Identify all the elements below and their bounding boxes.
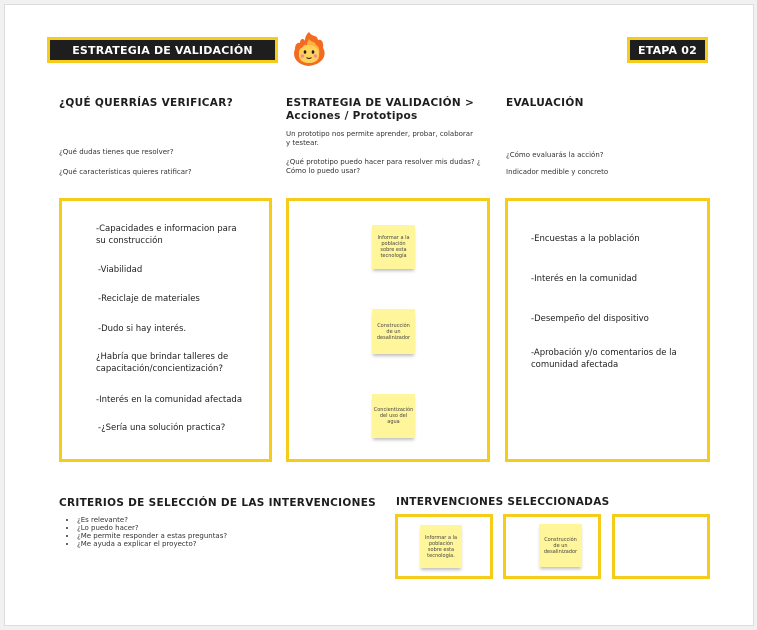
sticky-note[interactable]: Construcción de un desalinizador: [372, 309, 415, 354]
evaluation-panel[interactable]: [505, 198, 710, 462]
evaluation-item: -Interés en la comunidad: [531, 274, 638, 284]
verify-question-2: ¿Qué características quieres ratificar?: [59, 168, 192, 176]
verify-title: ¿QUÉ QUERRÍAS VERIFICAR?: [59, 97, 233, 109]
evaluation-question-1: ¿Cómo evaluarás la acción?: [506, 151, 604, 159]
criteria-item: • ¿Me ayuda a explicar el proyecto?: [77, 540, 227, 548]
strategy-title-line2: Acciones / Prototipos: [286, 110, 418, 122]
verify-item: -Interés en la comunidad afectada: [96, 395, 243, 405]
evaluation-title: EVALUACIÓN: [506, 97, 584, 109]
evaluation-item: -Encuestas a la población: [531, 234, 640, 244]
sticky-note[interactable]: Construcción de un desalinizador: [539, 524, 582, 567]
evaluation-question-2: Indicador medible y concreto: [506, 168, 609, 176]
evaluation-item: -Aprobación y/o comentarios de la comunidad afectada: [531, 348, 677, 370]
selected-slot-3[interactable]: [612, 514, 710, 579]
strategy-panel[interactable]: [286, 198, 490, 462]
verify-item: -Dudo si hay interés.: [98, 324, 187, 334]
selected-slot-2[interactable]: [503, 514, 601, 579]
board-title-text: ESTRATEGIA DE VALIDACIÓN: [72, 43, 253, 57]
selected-title: INTERVENCIONES SELECCIONADAS: [396, 496, 610, 508]
sticky-note[interactable]: Informar a la población sobre esta tecnología: [372, 225, 415, 269]
verify-item: -Capacidades e informacion para su construcción: [96, 224, 237, 246]
criteria-list: [61, 516, 227, 548]
strategy-description: Un prototipo nos permite aprender, probar, colaborar y testear.: [286, 130, 473, 147]
fire-mascot-icon: [291, 30, 327, 68]
criteria-item: • ¿Me permite responder a estas preguntas?: [77, 532, 227, 540]
criteria-item: • ¿Lo puedo hacer?: [77, 524, 227, 532]
strategy-title-line1: ESTRATEGIA DE VALIDACIÓN >: [286, 97, 475, 109]
stage-badge-text: ETAPA 02: [638, 43, 697, 57]
sticky-note[interactable]: Informar a la población sobre esta tecnología.: [420, 525, 462, 568]
verify-question-1: ¿Qué dudas tienes que resolver?: [59, 148, 174, 156]
criteria-item: • ¿Es relevante?: [77, 516, 227, 524]
evaluation-item: -Desempeño del dispositivo: [531, 314, 649, 324]
verify-panel[interactable]: [59, 198, 272, 462]
selected-slot-1[interactable]: [395, 514, 493, 579]
stage-badge[interactable]: [627, 37, 708, 63]
verify-item: -Viabilidad: [98, 265, 143, 275]
criteria-title: CRITERIOS DE SELECCIÓN DE LAS INTERVENCIONES: [59, 497, 377, 509]
verify-item: ¿Habría que brindar talleres de capacitación/concientización?: [96, 352, 229, 374]
verify-item: -¿Sería una solución practica?: [98, 423, 226, 433]
sticky-note[interactable]: Concientización del uso del agua: [372, 394, 415, 438]
board-title[interactable]: [47, 37, 278, 63]
strategy-question: ¿Qué prototipo puedo hacer para resolver mis dudas? ¿ Cómo lo puedo usar?: [286, 158, 481, 175]
verify-item: -Reciclaje de materiales: [98, 294, 200, 304]
